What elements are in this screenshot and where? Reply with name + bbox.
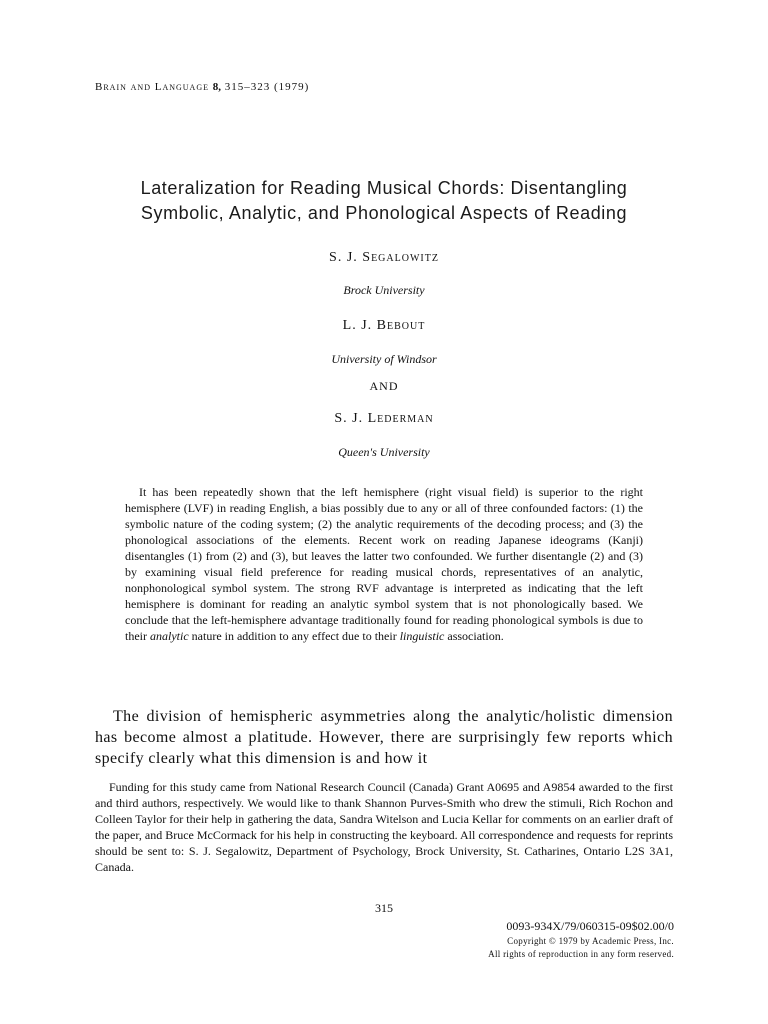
author-2-name: L. J. Bebout (342, 318, 426, 333)
abstract-text-2: nature in addition to any effect due to their (191, 629, 397, 643)
copyright-line-1: Copyright © 1979 by Academic Press, Inc. (507, 936, 674, 946)
copyright-notice (488, 935, 674, 961)
author-3-affiliation: Queen's University (338, 445, 430, 459)
title-line-1: Lateralization for Reading Musical Chords: Disentangling (140, 178, 628, 198)
page-number: 315 (375, 901, 393, 915)
journal-header (95, 81, 309, 93)
issn-code: 0093-934X/79/060315-09$02.00/0 (506, 919, 674, 933)
abstract-emphasis-linguistic: linguistic (399, 629, 445, 643)
abstract-text-1: It has been repeatedly shown that the left hemisphere (right visual field) is superior to the right hemisphere (LVF) in reading English, a bias possibly due to any or all of three confounded factors: (1) the symbolic nature of the coding system; (2) the analytic requirements of the decoding process; and (3) the phonological associations of the elements. Recent work on reading Japanese ideograms (Kanji) disentangles (1) from (2) and (3), but leaves the latter two confounded. We further disentangle (2) and (3) by examining visual field preference for reading musical chords, representatives of an analytic, nonphonological symbol system. The strong RVF advantage is interpreted as indicating that the left hemisphere is dominant for reading an analytic symbol system that is not phonologically based. We conclude that the left-hemisphere advantage traditionally found for reading phonological symbols is due to their (125, 485, 643, 643)
journal-name: Brain and Language (95, 81, 209, 93)
abstract (125, 484, 643, 644)
author-2-affiliation: University of Windsor (331, 352, 437, 366)
abstract-text-3: association. (447, 629, 504, 643)
body-paragraph: The division of hemispheric asymmetries along the analytic/holistic dimension has become almost a platitude. However, there are surprisingly few reports which specify clearly what this dimension is and how it (95, 708, 673, 767)
journal-pages-year: 315–323 (1979) (224, 81, 310, 93)
author-3-name: S. J. Lederman (334, 411, 434, 426)
and-separator: AND (369, 379, 399, 393)
author-1-affiliation: Brock University (343, 283, 425, 297)
journal-volume: 8, (212, 81, 221, 93)
copyright-line-2: All rights of reproduction in any form reserved. (488, 949, 674, 959)
acknowledgment-footnote: Funding for this study came from National Research Council (Canada) Grant A0695 and A9854 awarded to the first and third authors, respectively. We would like to thank Shannon Purves-Smith who drew the stimuli, Rich Rochon and Colleen Taylor for their help in gathering the data, Sandra Witelson and Lucia Kellar for comments on an earlier draft of the paper, and Bruce McCormack for his help in constructing the keyboard. All correspondence and requests for reprints should be sent to: S. J. Segalowitz, Department of Psychology, Brock University, St. Catharines, Ontario L2S 3A1, Canada. (95, 780, 673, 874)
abstract-emphasis-analytic: analytic (150, 629, 189, 643)
author-1-name: S. J. Segalowitz (329, 250, 439, 265)
title-line-2: Symbolic, Analytic, and Phonological Aspects of Reading (140, 203, 628, 223)
paper-title (60, 176, 708, 226)
